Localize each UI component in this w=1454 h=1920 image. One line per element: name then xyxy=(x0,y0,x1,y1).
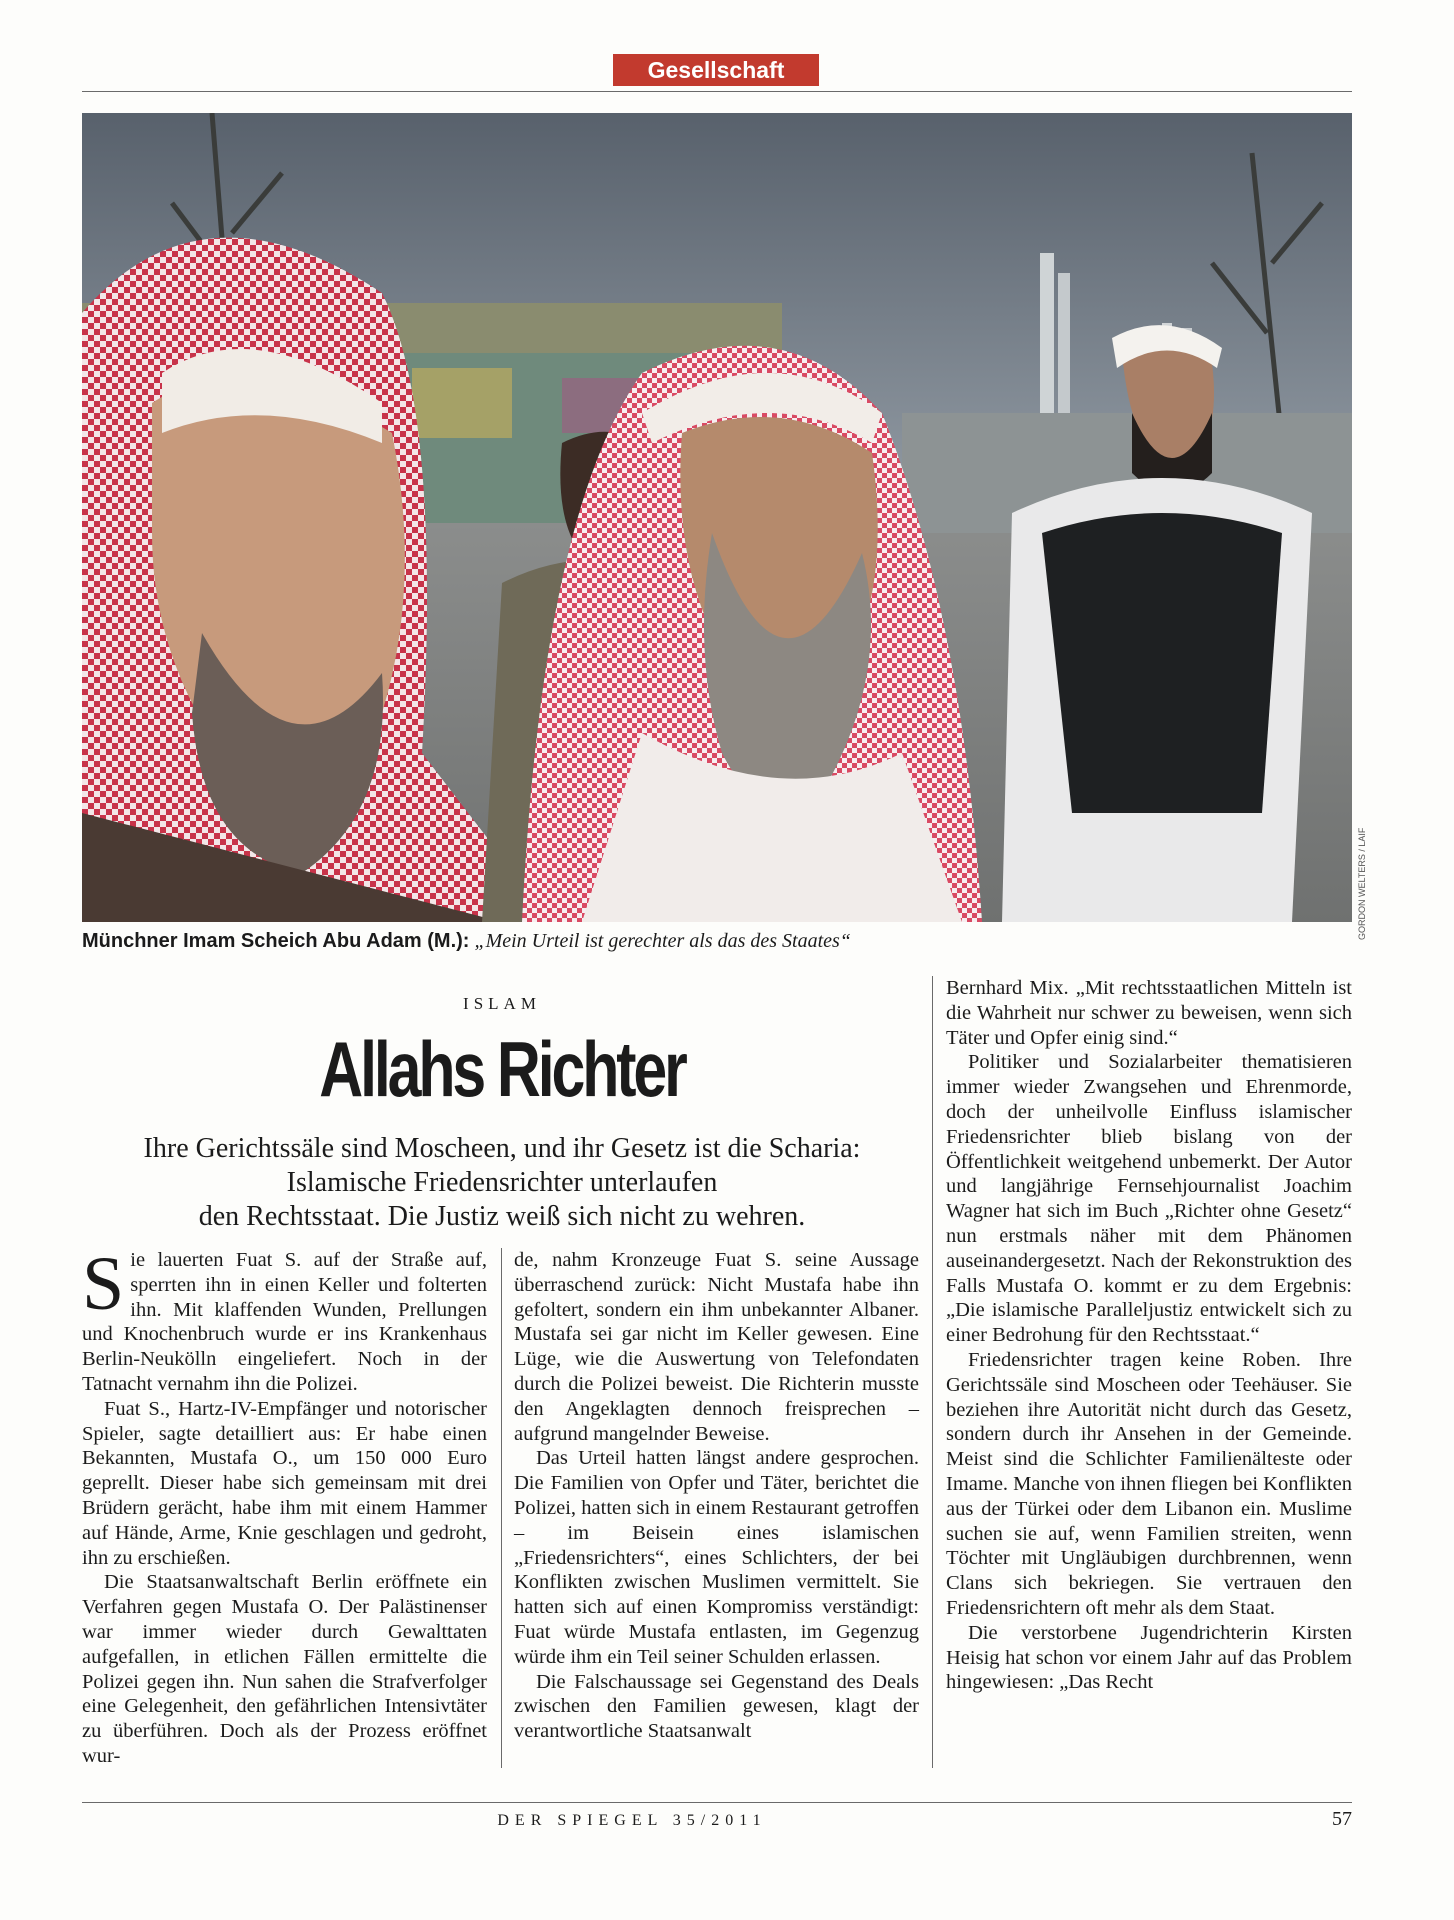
column-divider xyxy=(932,976,933,1768)
paragraph-text: ie lauerten Fuat S. auf der Straße auf, sperrten ihn in einen Keller und folterten ihn. Mit klaffenden Wunden, Prellungen und Knochenbruch wurde er ins Krankenhaus Berlin-Neukölln eingeliefert. Noch in der Tatnacht vernahm ihn die Polizei. xyxy=(82,1249,487,1395)
photo-caption xyxy=(82,928,1282,954)
article-headline: Allahs Richter xyxy=(319,1025,685,1113)
body-column-3 xyxy=(946,976,1352,1695)
column-divider xyxy=(501,1248,502,1768)
body-paragraph: Die Falschaussage sei Gegenstand des Deals zwischen den Familien gewesen, klagt der verantwortliche Staatsanwalt xyxy=(514,1670,919,1743)
caption-subject: Münchner Imam Scheich Abu Adam (M.): xyxy=(82,930,470,952)
body-paragraph: Fuat S., Hartz-IV-Empfänger und notorischer Spieler, sagte detailliert aus: Er habe einen Bekannten, Mustafa O., um 150 000 Euro geprellt. Dieser habe sich gemeinsam mit drei Brüdern gerächt, habe ihm mit einem Hammer auf Hände, Arme, Knie geschlagen und gedroht, ihn zu erschießen. xyxy=(82,1397,487,1569)
bottom-divider xyxy=(82,1802,1352,1803)
body-paragraph: Das Urteil hatten längst andere gesprochen. Die Familien von Opfer und Täter, berichtet die Polizei, hatten sich in einem Restaurant getroffen – im Beisein eines islamischen „Friedensrichters“, eines Schlichters, der bei Konflikten zwischen Muslimen vermittelt. Sie hatten sich auf einen Kompromiss verständigt: Fuat würde Mustafa entlasten, im Gegenzug würde ihm ein Teil seiner Schulden erlassen. xyxy=(514,1447,919,1668)
photo-credit: GORDON WELTERS / LAIF xyxy=(1357,827,1367,940)
deck-line: den Rechtsstaat. Die Justiz weiß sich nicht zu wehren. xyxy=(198,1201,806,1232)
magazine-footer: DER SPIEGEL 35/2011 xyxy=(497,1812,767,1829)
body-paragraph: Bernhard Mix. „Mit rechtsstaatlichen Mitteln ist die Wahrheit nur schwer zu beweisen, wenn sich Täter und Opfer einig sind.“ xyxy=(946,977,1352,1049)
body-column-2 xyxy=(514,1248,919,1744)
body-paragraph: Die Staatsanwaltschaft Berlin eröffnete ein Verfahren gegen Mustafa O. Der Palästinenser war immer wieder durch Gewalttaten aufgefallen, in etlichen Fällen ermittelte die Polizei gegen ihn. Nun sahen die Strafverfolger eine Gelegenheit, den gefährlichen Intensivtäter zu überführen. Doch als der Prozess eröffnet wur- xyxy=(82,1571,487,1767)
body-column-1 xyxy=(82,1242,487,1769)
top-divider xyxy=(82,91,1352,92)
article-photo xyxy=(82,113,1352,922)
section-label: Gesellschaft xyxy=(613,54,819,86)
drop-cap: S xyxy=(82,1242,125,1326)
deck-line: Ihre Gerichtssäle sind Moscheen, und ihr Gesetz ist die Scharia: xyxy=(143,1133,861,1164)
article-kicker: ISLAM xyxy=(463,994,541,1013)
body-paragraph: de, nahm Kronzeuge Fuat S. seine Aussage überraschend zurück: Nicht Mustafa habe ihn gefoltert, sondern ein ihm unbekannter Albaner. Mustafa sei gar nicht im Keller gewesen. Eine Lüge, wie die Auswertung von Telefondaten durch die Polizei beweist. Die Richterin musste den Angeklagten dennoch freisprechen – aufgrund mangelnder Beweise. xyxy=(514,1249,919,1445)
photo-illustration xyxy=(82,113,1352,922)
article-deck xyxy=(82,1132,922,1234)
caption-quote: „Mein Urteil ist gerechter als das des Staates“ xyxy=(474,930,851,952)
body-paragraph xyxy=(82,1242,487,1397)
body-paragraph: Die verstorbene Jugendrichterin Kirsten Heisig hat schon vor einem Jahr auf das Problem hingewiesen: „Das Recht xyxy=(946,1621,1352,1694)
body-paragraph: Friedensrichter tragen keine Roben. Ihre Gerichtssäle sind Moscheen oder Teehäuser. Sie beziehen ihre Autorität nicht durch das Gesetz, sondern durch ihr Ansehen in der Gemeinde. Meist sind die Schlichter Familienälteste oder Imame. Manche von ihnen fliegen bei Konflikten aus der Türkei oder dem Libanon ein. Muslime suchen sie auf, wenn Familien streiten, wenn Töchter mit Ungläubigen durchbrennen, wenn Clans sich bekriegen. Sie vertrauen den Friedensrichtern oft mehr als dem Staat. xyxy=(946,1348,1352,1619)
body-paragraph: Politiker und Sozialarbeiter thematisieren immer wieder Zwangsehen und Ehrenmorde, doch der unheilvolle Einfluss islamischer Friedensrichter blieb bislang von der Öffentlichkeit weitgehend unbemerkt. Der Autor und langjährige Fernsehjournalist Joachim Wagner hat sich im Buch „Richter ohne Gesetz“ nun erstmals näher mit dem Phänomen auseinandergesetzt. Nach der Rekonstruktion des Falls Mustafa O. kommt er zu dem Ergebnis: „Die islamische Paralleljustiz entwickelt sich zu einer Bedrohung für den Rechtsstaat.“ xyxy=(946,1051,1352,1347)
deck-line: Islamische Friedensrichter unterlaufen xyxy=(286,1167,718,1198)
page-number: 57 xyxy=(1332,1808,1352,1830)
